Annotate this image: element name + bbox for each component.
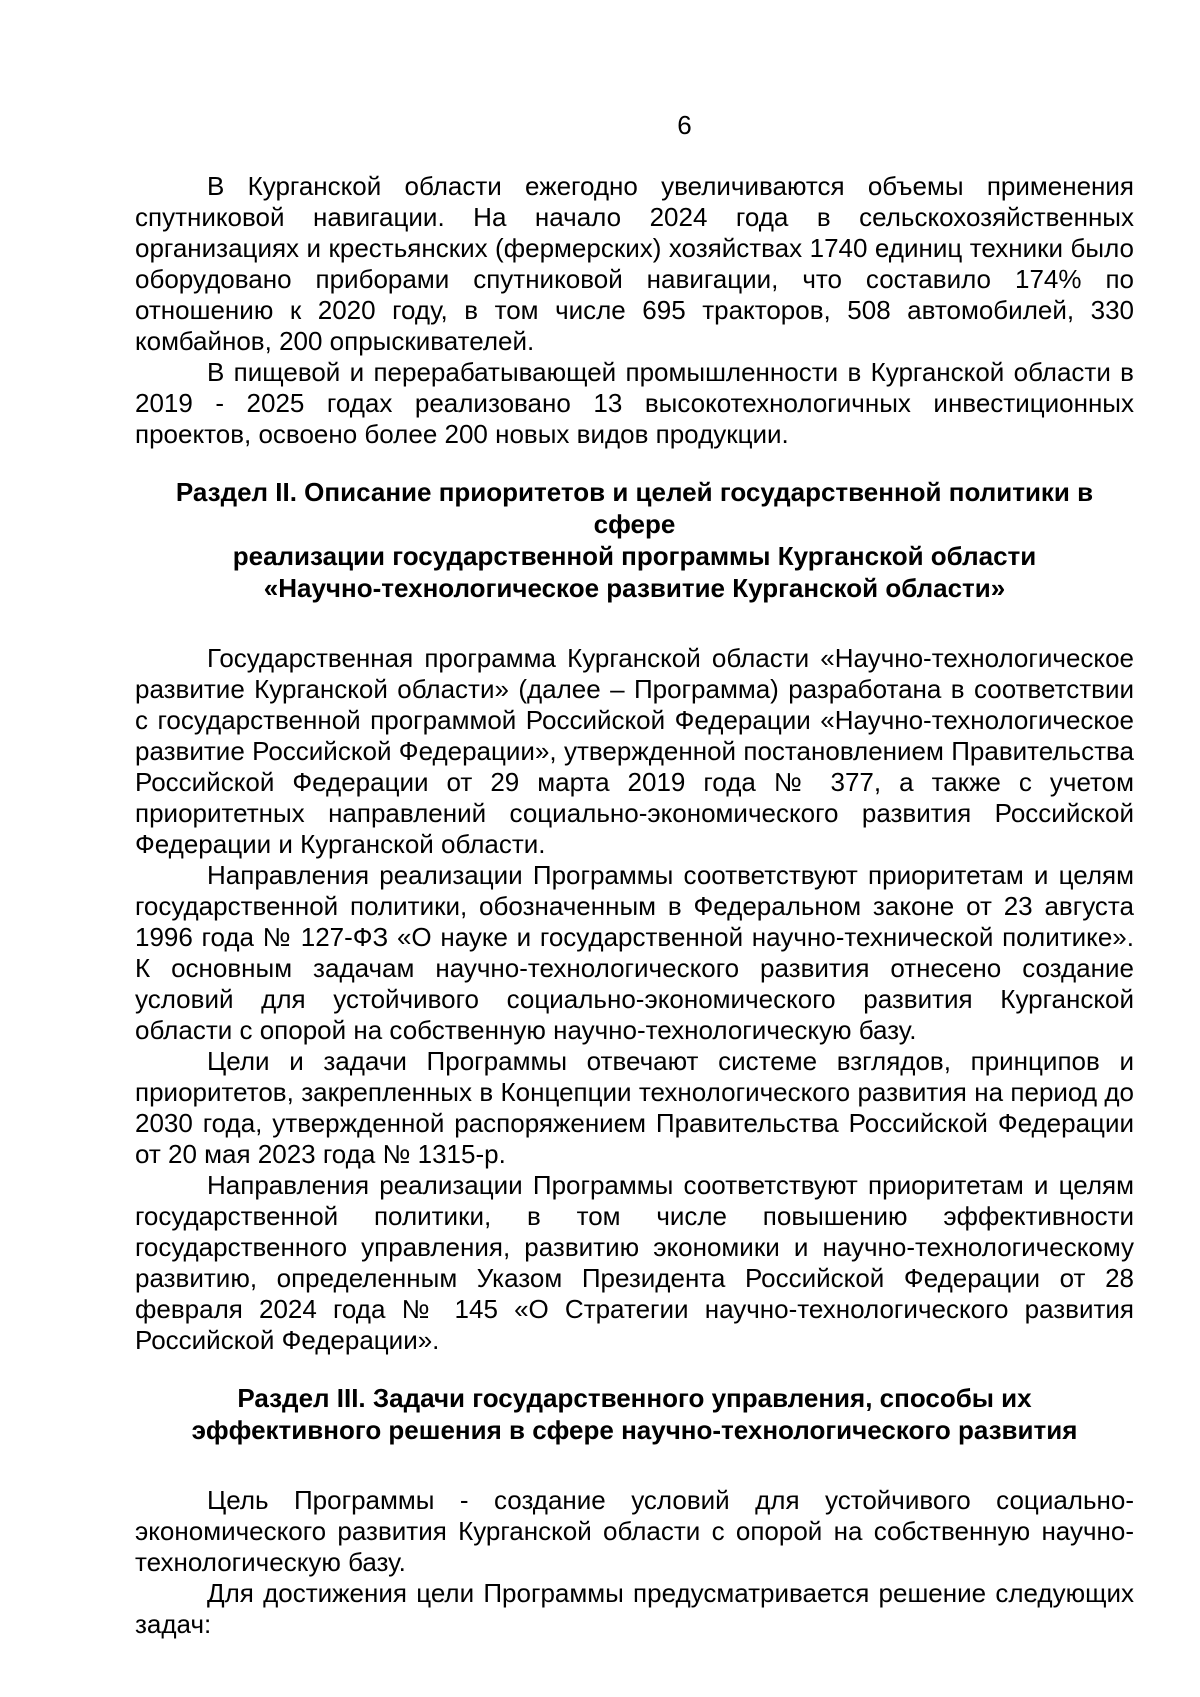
page-number: 6	[677, 110, 692, 140]
heading-line: эффективного решения в сфере научно-технологического развития	[191, 1415, 1078, 1445]
heading-line: Раздел II. Описание приоритетов и целей государственной политики в сфере	[175, 477, 1094, 539]
intro-block	[135, 171, 1134, 450]
paragraph: Цель Программы - создание условий для устойчивого социально-экономического развития Курганской области с опорой на собственную научно-технологическую базу.	[135, 1485, 1134, 1577]
heading-line: реализации государственной программы Курганской области	[232, 541, 1037, 571]
section-3	[135, 1382, 1134, 1640]
paragraph: Для достижения цели Программы предусматривается решение следующих задач:	[135, 1578, 1134, 1639]
paragraph: Государственная программа Курганской области «Научно-технологическое развитие Курганской области» (далее – Программа) разработана в соответствии с государственной программой Российской Федерации «Научно-технологическое развитие Российской Федерации», утвержденной постановлением Правительства Российской Федерации от 29 марта 2019 года № 377, а также с учетом приоритетных направлений социально-экономического развития Российской Федерации и Курганской области.	[135, 643, 1134, 859]
section-2	[135, 476, 1134, 1356]
paragraph: Направления реализации Программы соответствуют приоритетам и целям государственной политики, в том числе повышению эффективности государственного управления, развитию экономики и научно-технологическому развитию, определенным Указом Президента Российской Федерации от 28 февраля 2024 года № 145 «О Стратегии научно-технологического развития Российской Федерации».	[135, 1170, 1134, 1355]
heading-line: «Научно-технологическое развитие Курганской области»	[263, 573, 1006, 603]
paragraph: Цели и задачи Программы отвечают системе взглядов, принципов и приоритетов, закрепленных в Концепции технологического развития на период до 2030 года, утвержденной распоряжением Правительства Российской Федерации от 20 мая 2023 года № 1315-р.	[135, 1046, 1134, 1169]
paragraph: Направления реализации Программы соответствуют приоритетам и целям государственной политики, обозначенным в Федеральном законе от 23 августа 1996 года № 127-ФЗ «О науке и государственной научно-технической политике». К основным задачам научно-технологического развития отнесено создание условий для устойчивого социально-экономического развития Курганской области с опорой на собственную научно-технологическую базу.	[135, 860, 1134, 1045]
paragraph: В Курганской области ежегодно увеличиваются объемы применения спутниковой навигации. На начало 2024 года в сельскохозяйственных организациях и крестьянских (фермерских) хозяйствах 1740 единиц техники было оборудовано приборами спутниковой навигации, что составило 174% по отношению к 2020 году, в том числе 695 тракторов, 508 автомобилей, 330 комбайнов, 200 опрыскивателей.	[135, 171, 1134, 356]
section-2-heading	[135, 476, 1134, 604]
paragraph: В пищевой и перерабатывающей промышленности в Курганской области в 2019 - 2025 годах реализовано 13 высокотехнологичных инвестиционных проектов, освоено более 200 новых видов продукции.	[135, 357, 1134, 449]
section-3-heading	[135, 1382, 1134, 1446]
heading-line: Раздел III. Задачи государственного управления, способы их	[237, 1383, 1032, 1413]
